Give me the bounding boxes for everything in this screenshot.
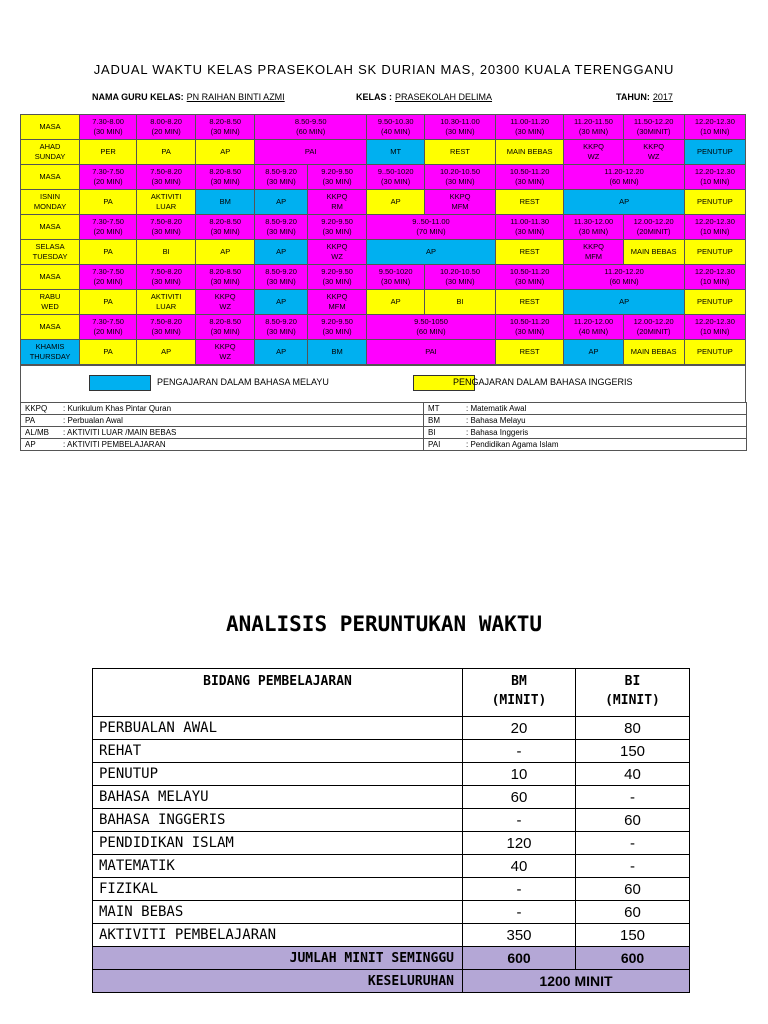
timetable-cell: 8.50-9.20 (30 MIN) xyxy=(255,315,308,340)
timetable-cell: 7.30-7.50 (20 MIN) xyxy=(80,215,137,240)
timetable-cell: 9..50-1020 (30 MIN) xyxy=(367,165,425,190)
timetable-cell: PA xyxy=(137,140,196,165)
timetable-cell: AP xyxy=(367,190,425,215)
timetable-cell: MAIN BEBAS xyxy=(623,340,684,365)
timetable-cell: 9.50-10.30 (40 MIN) xyxy=(367,115,425,140)
timetable-cell: KKPQ MFM xyxy=(425,190,496,215)
overall-total-value: 1200 MINIT xyxy=(463,970,690,993)
timetable-cell: MAIN BEBAS xyxy=(495,140,564,165)
analysis-field-label: PENUTUP xyxy=(93,763,463,786)
abbreviation-row xyxy=(21,403,747,415)
overall-total-row xyxy=(93,970,690,993)
timetable-cell: PENUTUP xyxy=(684,340,745,365)
abbreviation-key: BM xyxy=(428,416,440,425)
analysis-field-label: FIZIKAL xyxy=(93,878,463,901)
analysis-row xyxy=(93,901,690,924)
analysis-header-bm: BM (MINIT) xyxy=(463,669,576,717)
timetable-cell: 8.20-8.50 (30 MIN) xyxy=(196,315,255,340)
row-label-time: MASA xyxy=(21,265,80,290)
page-title: JADUAL WAKTU KELAS PRASEKOLAH SK DURIAN MAS, 20300 KUALA TERENGGANU xyxy=(93,62,675,77)
analysis-bi-minutes: - xyxy=(576,832,690,855)
time-row xyxy=(21,215,746,240)
timetable-cell: AP xyxy=(196,240,255,265)
abbreviation-meaning: : AKTIVITI LUAR /MAIN BEBAS xyxy=(63,428,177,437)
abbreviation-meaning: : AKTIVITI PEMBELAJARAN xyxy=(63,440,166,449)
abbreviation-table xyxy=(20,402,747,451)
analysis-bm-minutes: - xyxy=(463,740,576,763)
analysis-field-label: AKTIVITI PEMBELAJARAN xyxy=(93,924,463,947)
timetable-cell: 11.20-12.20 (60 MIN) xyxy=(564,265,684,290)
analysis-bi-minutes: 60 xyxy=(576,878,690,901)
abbreviation-key: AL/MB xyxy=(25,428,50,437)
timetable-cell: 12.20-12.30 (10 MIN) xyxy=(684,165,745,190)
timetable-cell: KKPQ WZ xyxy=(196,340,255,365)
weekly-total-row xyxy=(93,947,690,970)
analysis-bm-minutes: 60 xyxy=(463,786,576,809)
analysis-bi-minutes: - xyxy=(576,855,690,878)
timetable-cell: 11.20-11.50 (30 MIN) xyxy=(564,115,623,140)
abbreviation-row xyxy=(21,415,747,427)
timetable-cell: 12.00-12.20 (20MINIT) xyxy=(623,215,684,240)
timetable-cell: 9.20-9.50 (30 MIN) xyxy=(308,215,367,240)
timetable-cell: PAI xyxy=(255,140,367,165)
teacher-label: NAMA GURU KELAS: xyxy=(92,92,184,102)
timetable-cell: AKTIVITI LUAR xyxy=(137,190,196,215)
analysis-header-row xyxy=(93,669,690,717)
timetable-cell: BI xyxy=(137,240,196,265)
timetable-cell: PENUTUP xyxy=(684,290,745,315)
analysis-header-bi: BI (MINIT) xyxy=(576,669,690,717)
analysis-row xyxy=(93,878,690,901)
timetable-cell: PA xyxy=(80,290,137,315)
day-row xyxy=(21,190,746,215)
timetable-cell: 11.00-11.20 (30 MIN) xyxy=(495,115,564,140)
timetable-cell: 8.50-9.20 (30 MIN) xyxy=(255,165,308,190)
timetable-cell: 11.00-11.30 (30 MIN) xyxy=(495,215,564,240)
timetable-cell: 12.20-12.30 (10 MIN) xyxy=(684,215,745,240)
timetable-cell: 12.00-12.20 (20MINIT) xyxy=(623,315,684,340)
analysis-row xyxy=(93,855,690,878)
analysis-bm-minutes: 40 xyxy=(463,855,576,878)
day-row xyxy=(21,290,746,315)
timetable-cell: BM xyxy=(308,340,367,365)
row-label-day: RABU WED xyxy=(21,290,80,315)
timetable-cell: PA xyxy=(80,240,137,265)
abbreviation-key: MT xyxy=(428,404,440,413)
overall-total-label: KESELURUHAN xyxy=(93,970,463,993)
year-info xyxy=(616,92,673,102)
timetable-cell: MT xyxy=(367,140,425,165)
row-label-time: MASA xyxy=(21,215,80,240)
row-label-time: MASA xyxy=(21,115,80,140)
timetable-cell: MAIN BEBAS xyxy=(623,240,684,265)
abbreviation-meaning: : Matematik Awal xyxy=(466,404,527,413)
timetable xyxy=(20,114,746,365)
timetable-cell: 7.30-7.50 (20 MIN) xyxy=(80,315,137,340)
day-row xyxy=(21,340,746,365)
timetable-cell: 7.30-8.00 (30 MIN) xyxy=(80,115,137,140)
timetable-cell: KKPQ RM xyxy=(308,190,367,215)
timetable-cell: AP xyxy=(367,240,496,265)
timetable-cell: 8.20-8.50 (30 MIN) xyxy=(196,115,255,140)
timetable-cell: PAI xyxy=(367,340,496,365)
row-label-day: AHAD SUNDAY xyxy=(21,140,80,165)
analysis-bm-minutes: 350 xyxy=(463,924,576,947)
timetable-cell: 12.20-12.30 (10 MIN) xyxy=(684,115,745,140)
abbreviation-cell xyxy=(424,403,747,415)
timetable-cell: PA xyxy=(80,340,137,365)
row-label-day: ISNIN MONDAY xyxy=(21,190,80,215)
timetable-cell: AP xyxy=(255,190,308,215)
abbreviation-cell xyxy=(21,415,424,427)
timetable-cell: AP xyxy=(255,340,308,365)
abbreviation-meaning: : Perbualan Awal xyxy=(63,416,123,425)
timetable-cell: 8.50-9.50 (60 MIN) xyxy=(255,115,367,140)
abbreviation-meaning: : Bahasa Melayu xyxy=(466,416,526,425)
timetable-cell: 7.30-7.50 (20 MIN) xyxy=(80,165,137,190)
timetable-cell: AP xyxy=(564,340,623,365)
row-label-time: MASA xyxy=(21,165,80,190)
color-legend xyxy=(20,365,746,403)
abbreviation-cell xyxy=(424,427,747,439)
weekly-total-bi: 600 xyxy=(576,947,690,970)
abbreviation-row xyxy=(21,439,747,451)
analysis-bm-minutes: 120 xyxy=(463,832,576,855)
abbreviation-key: AP xyxy=(25,440,36,449)
timetable-cell: AP xyxy=(196,140,255,165)
timetable-cell: 8.50-9.20 (30 MIN) xyxy=(255,215,308,240)
analysis-bm-minutes: 20 xyxy=(463,717,576,740)
time-row xyxy=(21,265,746,290)
timetable-cell: REST xyxy=(495,340,564,365)
time-row xyxy=(21,315,746,340)
timetable-cell: 10.20-10.50 (30 MIN) xyxy=(425,265,496,290)
timetable-cell: 8.00-8.20 (20 MIN) xyxy=(137,115,196,140)
timetable-cell: PER xyxy=(80,140,137,165)
analysis-field-label: MAIN BEBAS xyxy=(93,901,463,924)
analysis-bm-minutes: 10 xyxy=(463,763,576,786)
time-row xyxy=(21,115,746,140)
teacher-name: PN RAIHAN BINTI AZMI xyxy=(186,92,285,102)
year-value: 2017 xyxy=(652,92,673,102)
abbreviation-row xyxy=(21,427,747,439)
analysis-bi-minutes: 60 xyxy=(576,809,690,832)
class-info xyxy=(356,92,492,102)
weekly-total-bm: 600 xyxy=(463,947,576,970)
timetable-cell: KKPQ WZ xyxy=(196,290,255,315)
timetable-cell: KKPQ WZ xyxy=(308,240,367,265)
timetable-cell: 12.20-12.30 (10 MIN) xyxy=(684,315,745,340)
timetable-cell: 10.50-11.20 (30 MIN) xyxy=(495,315,564,340)
timetable-cell: REST xyxy=(425,140,496,165)
row-label-day: KHAMIS THURSDAY xyxy=(21,340,80,365)
timetable-cell: 11.30-12.00 (30 MIN) xyxy=(564,215,623,240)
timetable-cell: 12.20-12.30 (10 MIN) xyxy=(684,265,745,290)
timetable-cell: BM xyxy=(196,190,255,215)
analysis-bi-minutes: 80 xyxy=(576,717,690,740)
analysis-row xyxy=(93,717,690,740)
timetable-cell: AP xyxy=(255,290,308,315)
day-row xyxy=(21,240,746,265)
timetable-cell: REST xyxy=(495,290,564,315)
analysis-field-label: PENDIDIKAN ISLAM xyxy=(93,832,463,855)
analysis-row xyxy=(93,786,690,809)
abbreviation-meaning: : Kurikulum Khas Pintar Quran xyxy=(63,404,172,413)
timetable-cell: 7.50-8.20 (30 MIN) xyxy=(137,165,196,190)
timetable-cell: 7.30-7.50 (20 MIN) xyxy=(80,265,137,290)
class-name: PRASEKOLAH DELIMA xyxy=(395,92,493,102)
analysis-bi-minutes: 150 xyxy=(576,924,690,947)
analysis-row xyxy=(93,832,690,855)
timetable-cell: BI xyxy=(425,290,496,315)
teacher-info xyxy=(92,92,285,102)
analysis-bm-minutes: - xyxy=(463,878,576,901)
timetable-cell: 7.50-8.20 (30 MIN) xyxy=(137,265,196,290)
timetable-cell: REST xyxy=(495,190,564,215)
bm-legend-label: PENGAJARAN DALAM BAHASA MELAYU xyxy=(157,377,329,387)
abbreviation-key: KKPQ xyxy=(25,404,48,413)
analysis-field-label: BAHASA MELAYU xyxy=(93,786,463,809)
abbreviation-cell xyxy=(21,403,424,415)
row-label-day: SELASA TUESDAY xyxy=(21,240,80,265)
timetable-cell: 8.20-8.50 (30 MIN) xyxy=(196,265,255,290)
time-row xyxy=(21,165,746,190)
timetable-cell: 11.50-12.20 (30MINIT) xyxy=(623,115,684,140)
timetable-cell: KKPQ WZ xyxy=(564,140,623,165)
timetable-cell: 7.50-8.20 (30 MIN) xyxy=(137,215,196,240)
timetable-cell: 9.50-1020 (30 MIN) xyxy=(367,265,425,290)
timetable-cell: 9.50-1050 (60 MIN) xyxy=(367,315,496,340)
timetable-cell: 8.20-8.50 (30 MIN) xyxy=(196,165,255,190)
timetable-cell: KKPQ MFM xyxy=(564,240,623,265)
timetable-cell: 7.50-8.20 (30 MIN) xyxy=(137,315,196,340)
abbreviation-cell xyxy=(424,415,747,427)
abbreviation-meaning: : Pendidikan Agama Islam xyxy=(466,440,559,449)
timetable-cell: AP xyxy=(564,190,684,215)
analysis-header-field: BIDANG PEMBELAJARAN xyxy=(93,669,463,717)
analysis-row xyxy=(93,763,690,786)
analysis-bi-minutes: 150 xyxy=(576,740,690,763)
timetable-cell: 9.20-9.50 (30 MIN) xyxy=(308,265,367,290)
analysis-bi-minutes: 60 xyxy=(576,901,690,924)
analysis-row xyxy=(93,809,690,832)
day-row xyxy=(21,140,746,165)
year-label: TAHUN: xyxy=(616,92,650,102)
timetable-cell: 10.20-10.50 (30 MIN) xyxy=(425,165,496,190)
analysis-bm-minutes: - xyxy=(463,901,576,924)
timetable-cell: REST xyxy=(495,240,564,265)
abbreviation-meaning: : Bahasa Inggeris xyxy=(466,428,529,437)
timetable-cell: KKPQ MFM xyxy=(308,290,367,315)
timetable-cell: 9.20-9.50 (30 MIN) xyxy=(308,315,367,340)
bm-color-swatch xyxy=(89,375,151,391)
timetable-cell: 8.50-9.20 (30 MIN) xyxy=(255,265,308,290)
timetable-cell: 10.50-11.20 (30 MIN) xyxy=(495,265,564,290)
timetable-cell: 11.20-12.20 (60 MIN) xyxy=(564,165,684,190)
timetable-cell: PENUTUP xyxy=(684,240,745,265)
timetable-cell: 11.20-12.00 (40 MIN) xyxy=(564,315,623,340)
timetable-cell: AP xyxy=(255,240,308,265)
abbreviation-cell xyxy=(424,439,747,451)
analysis-row xyxy=(93,740,690,763)
row-label-time: MASA xyxy=(21,315,80,340)
analysis-bi-minutes: 40 xyxy=(576,763,690,786)
abbreviation-key: PA xyxy=(25,416,36,425)
abbreviation-key: BI xyxy=(428,428,436,437)
timetable-cell: PA xyxy=(80,190,137,215)
timetable-cell: AP xyxy=(367,290,425,315)
abbreviation-key: PAI xyxy=(428,440,441,449)
bi-legend-label: PENGAJARAN DALAM BAHASA INGGERIS xyxy=(453,377,633,387)
timetable-cell: AKTIVITI LUAR xyxy=(137,290,196,315)
timetable-cell: KKPQ WZ xyxy=(623,140,684,165)
analysis-field-label: BAHASA INGGERIS xyxy=(93,809,463,832)
timetable-cell: 10.30-11.00 (30 MIN) xyxy=(425,115,496,140)
analysis-table xyxy=(92,668,690,993)
analysis-row xyxy=(93,924,690,947)
analysis-bm-minutes: - xyxy=(463,809,576,832)
timetable-cell: 10.50-11.20 (30 MIN) xyxy=(495,165,564,190)
timetable-cell: PENUTUP xyxy=(684,140,745,165)
timetable-cell: AP xyxy=(564,290,684,315)
timetable-cell: AP xyxy=(137,340,196,365)
analysis-field-label: MATEMATIK xyxy=(93,855,463,878)
timetable-cell: 8.20-8.50 (30 MIN) xyxy=(196,215,255,240)
abbreviation-cell xyxy=(21,439,424,451)
timetable-cell: PENUTUP xyxy=(684,190,745,215)
timetable-cell: 9.20-9.50 (30 MIN) xyxy=(308,165,367,190)
weekly-total-label: JUMLAH MINIT SEMINGGU xyxy=(93,947,463,970)
analysis-bi-minutes: - xyxy=(576,786,690,809)
abbreviation-cell xyxy=(21,427,424,439)
class-label: KELAS : xyxy=(356,92,392,102)
analysis-field-label: PERBUALAN AWAL xyxy=(93,717,463,740)
analysis-title: ANALISIS PERUNTUKAN WAKTU xyxy=(225,612,543,636)
timetable-cell: 9..50-11.00 (70 MIN) xyxy=(367,215,496,240)
analysis-field-label: REHAT xyxy=(93,740,463,763)
